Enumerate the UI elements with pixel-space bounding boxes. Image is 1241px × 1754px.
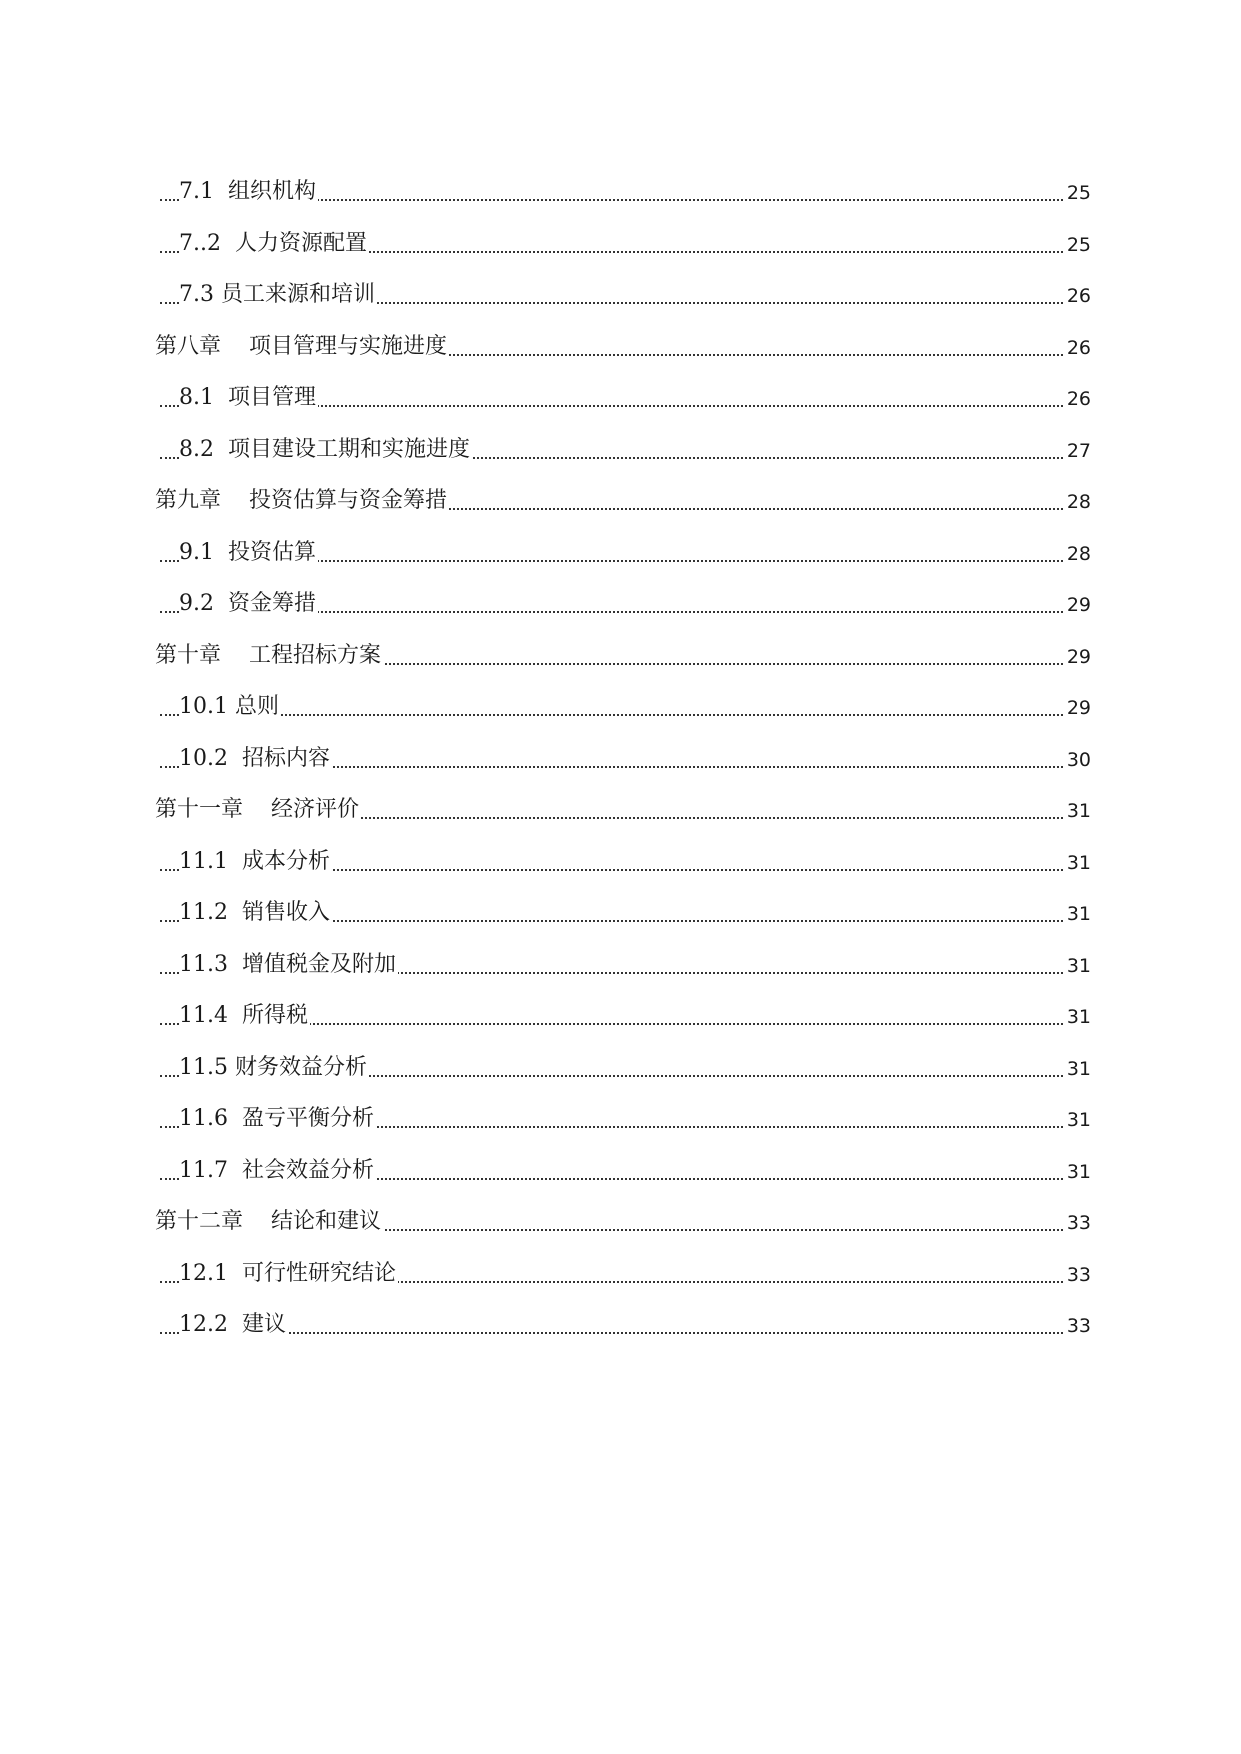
toc-entry-page: 31 [1066, 800, 1091, 822]
toc-entry[interactable] [0, 692, 1241, 732]
toc-entry-page: 26 [1066, 388, 1091, 410]
toc-entry-title: 11.2 销售收入 [179, 898, 332, 928]
toc-entry-title: 11.6 盈亏平衡分析 [179, 1104, 376, 1134]
toc-entry[interactable] [0, 538, 1241, 578]
toc-entry[interactable] [0, 1156, 1241, 1196]
toc-entry[interactable] [0, 795, 1241, 835]
toc-entry-title: 10.2 招标内容 [179, 744, 332, 774]
toc-entry-page: 31 [1066, 903, 1091, 925]
toc-entry-title: 第九章 投资估算与资金筹措 [155, 486, 449, 516]
toc-entry-title: 7.3 员工来源和培训 [179, 280, 377, 310]
toc-entry-page: 29 [1066, 646, 1091, 668]
toc-entry-page: 29 [1066, 594, 1091, 616]
toc-entry-title: 9.2 资金筹措 [179, 589, 318, 619]
toc-entry-title: 9.1 投资估算 [179, 538, 318, 568]
dot-leader [160, 714, 1063, 716]
toc-entry[interactable] [0, 486, 1241, 526]
toc-entry[interactable] [0, 1207, 1241, 1247]
toc-entry-page: 31 [1066, 1006, 1091, 1028]
toc-entry-title: 11.5 财务效益分析 [179, 1053, 369, 1083]
toc-entry-title: 7..2 人力资源配置 [179, 229, 369, 259]
toc-entry-title: 第十二章 结论和建议 [155, 1207, 383, 1237]
toc-entry-title: 10.1 总则 [179, 692, 281, 722]
toc-entry[interactable] [0, 1001, 1241, 1041]
toc-entry-title: 8.1 项目管理 [179, 383, 318, 413]
toc-entry-title: 11.4 所得税 [179, 1001, 310, 1031]
toc-entry[interactable] [0, 744, 1241, 784]
toc-entry-page: 25 [1066, 182, 1091, 204]
toc-entry-title: 11.3 增值税金及附加 [179, 950, 398, 980]
toc-entry[interactable] [0, 898, 1241, 938]
toc-entry[interactable] [0, 383, 1241, 423]
toc-entry[interactable] [0, 589, 1241, 629]
toc-entry[interactable] [0, 229, 1241, 269]
toc-entry-page: 27 [1066, 440, 1091, 462]
toc-entry-page: 33 [1066, 1212, 1091, 1234]
toc-entry[interactable] [0, 1104, 1241, 1144]
toc-entry[interactable] [0, 332, 1241, 372]
toc-entry-page: 31 [1066, 1161, 1091, 1183]
dot-leader [160, 1332, 1063, 1334]
table-of-contents [0, 177, 1241, 1377]
toc-entry-page: 31 [1066, 955, 1091, 977]
toc-entry-title: 11.7 社会效益分析 [179, 1156, 376, 1186]
toc-entry[interactable] [0, 280, 1241, 320]
toc-entry-title: 11.1 成本分析 [179, 847, 332, 877]
toc-entry[interactable] [0, 847, 1241, 887]
toc-entry[interactable] [0, 1053, 1241, 1093]
toc-entry-title: 12.2 建议 [179, 1310, 288, 1340]
toc-entry-page: 31 [1066, 1109, 1091, 1131]
toc-entry-page: 26 [1066, 337, 1091, 359]
toc-entry-title: 第十一章 经济评价 [155, 795, 361, 825]
toc-entry[interactable] [0, 641, 1241, 681]
toc-entry-page: 31 [1066, 1058, 1091, 1080]
toc-entry-page: 33 [1066, 1315, 1091, 1337]
toc-entry-page: 30 [1066, 749, 1091, 771]
toc-entry-page: 29 [1066, 697, 1091, 719]
toc-entry-title: 第八章 项目管理与实施进度 [155, 332, 449, 362]
toc-entry[interactable] [0, 177, 1241, 217]
toc-entry-title: 8.2 项目建设工期和实施进度 [179, 435, 472, 465]
toc-entry-page: 28 [1066, 543, 1091, 565]
toc-entry-page: 25 [1066, 234, 1091, 256]
toc-entry-title: 12.1 可行性研究结论 [179, 1259, 398, 1289]
toc-entry[interactable] [0, 950, 1241, 990]
toc-entry-page: 28 [1066, 491, 1091, 513]
toc-entry-page: 26 [1066, 285, 1091, 307]
toc-entry[interactable] [0, 1259, 1241, 1299]
toc-entry-page: 31 [1066, 852, 1091, 874]
toc-entry-page: 33 [1066, 1264, 1091, 1286]
toc-entry-title: 第十章 工程招标方案 [155, 641, 383, 671]
toc-entry[interactable] [0, 435, 1241, 475]
toc-entry-title: 7.1 组织机构 [179, 177, 318, 207]
toc-entry[interactable] [0, 1310, 1241, 1350]
